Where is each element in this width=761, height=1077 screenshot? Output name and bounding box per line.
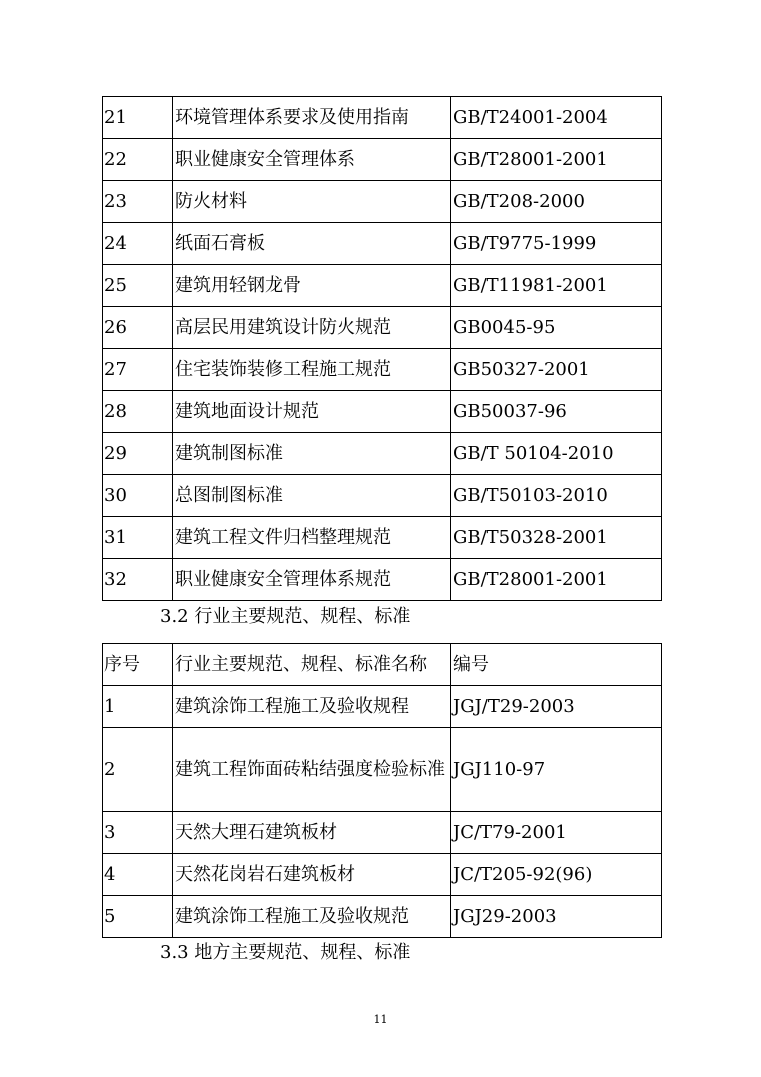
table-row (103, 854, 662, 896)
header-serial: 序号 (103, 644, 173, 686)
table-row (103, 97, 662, 139)
table-row (103, 896, 662, 938)
table-row (103, 559, 662, 601)
table-row (103, 686, 662, 728)
section-heading-3-2: 3.2 行业主要规范、规程、标准 (160, 606, 411, 627)
standard-name: 住宅装饰装修工程施工规范 (173, 349, 451, 391)
header-code: 编号 (451, 644, 662, 686)
national-standards-table (102, 96, 662, 601)
row-number: 3 (103, 812, 173, 854)
standard-name: 高层民用建筑设计防火规范 (173, 307, 451, 349)
standard-name: 建筑涂饰工程施工及验收规范 (173, 896, 451, 938)
standard-name: 纸面石膏板 (173, 223, 451, 265)
standard-name: 建筑涂饰工程施工及验收规程 (173, 686, 451, 728)
table-row (103, 223, 662, 265)
standard-name: 天然大理石建筑板材 (173, 812, 451, 854)
table-row (103, 181, 662, 223)
table-row (103, 391, 662, 433)
row-number: 28 (103, 391, 173, 433)
row-number: 24 (103, 223, 173, 265)
table-row (103, 728, 662, 812)
standard-code: JGJ29-2003 (451, 896, 662, 938)
standard-code: GB/T28001-2001 (451, 139, 662, 181)
standard-code: GB50327-2001 (451, 349, 662, 391)
standard-code: GB/T11981-2001 (451, 265, 662, 307)
standard-name: 总图制图标准 (173, 475, 451, 517)
row-number: 30 (103, 475, 173, 517)
standard-name: 建筑制图标准 (173, 433, 451, 475)
row-number: 4 (103, 854, 173, 896)
row-number: 29 (103, 433, 173, 475)
row-number: 21 (103, 97, 173, 139)
table-row (103, 433, 662, 475)
standard-name: 建筑工程饰面砖粘结强度检验标准 (173, 728, 451, 812)
table-row (103, 307, 662, 349)
standard-code: GB/T9775-1999 (451, 223, 662, 265)
table-row (103, 265, 662, 307)
industry-standards-table (102, 643, 662, 938)
standard-name: 天然花岗岩石建筑板材 (173, 854, 451, 896)
row-number: 31 (103, 517, 173, 559)
row-number: 27 (103, 349, 173, 391)
table-row (103, 349, 662, 391)
table-row (103, 475, 662, 517)
table-row (103, 812, 662, 854)
row-number: 5 (103, 896, 173, 938)
row-number: 22 (103, 139, 173, 181)
standard-code: GB/T28001-2001 (451, 559, 662, 601)
row-number: 1 (103, 686, 173, 728)
standard-name: 职业健康安全管理体系 (173, 139, 451, 181)
standard-name: 建筑用轻钢龙骨 (173, 265, 451, 307)
standard-code: JC/T205-92(96) (451, 854, 662, 896)
standard-name: 职业健康安全管理体系规范 (173, 559, 451, 601)
header-name: 行业主要规范、规程、标准名称 (173, 644, 451, 686)
row-number: 25 (103, 265, 173, 307)
standard-name: 环境管理体系要求及使用指南 (173, 97, 451, 139)
row-number: 23 (103, 181, 173, 223)
standard-code: JGJ/T29-2003 (451, 686, 662, 728)
standard-code: GB/T50103-2010 (451, 475, 662, 517)
row-number: 32 (103, 559, 173, 601)
standard-code: GB/T50328-2001 (451, 517, 662, 559)
standard-name: 建筑工程文件归档整理规范 (173, 517, 451, 559)
table-header-row (103, 644, 662, 686)
standard-code: GB0045-95 (451, 307, 662, 349)
row-number: 26 (103, 307, 173, 349)
standard-code: GB/T208-2000 (451, 181, 662, 223)
section-heading-3-3: 3.3 地方主要规范、规程、标准 (160, 942, 411, 963)
table-row (103, 139, 662, 181)
standard-name: 建筑地面设计规范 (173, 391, 451, 433)
page-number: 11 (373, 1013, 388, 1026)
standard-code: GB50037-96 (451, 391, 662, 433)
standard-code: GB/T24001-2004 (451, 97, 662, 139)
table-row (103, 517, 662, 559)
standard-code: JC/T79-2001 (451, 812, 662, 854)
standard-code: GB/T 50104-2010 (451, 433, 662, 475)
row-number: 2 (103, 728, 173, 812)
standard-name: 防火材料 (173, 181, 451, 223)
standard-code: JGJ110-97 (451, 728, 662, 812)
